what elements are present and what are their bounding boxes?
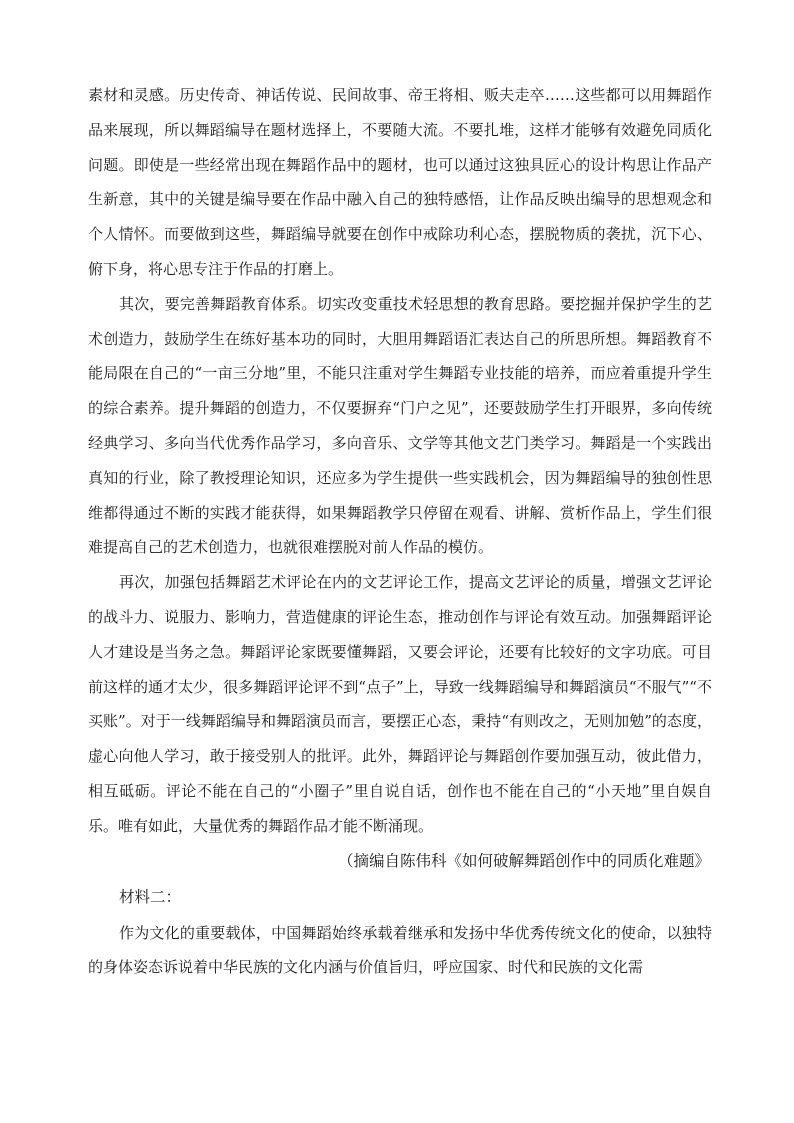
document-page — [88, 78, 712, 985]
material-two-heading: 材料二： — [119, 888, 182, 906]
paragraph-material-two: 作为文化的重要载体，中国舞蹈始终承载着继承和发扬中华优秀传统文化的使命，以独特的身体姿态诉说着中华民族的文化内涵与价值旨归，呼应国家、时代和民族的文化需 — [88, 923, 712, 977]
paragraph-continuation: 素材和灵感。历史传奇、神话传说、民间故事、帝王将相、贩夫走卒……这些都可以用舞蹈作品来展现，所以舞蹈编导在题材选择上，不要随大流。不要扎堆，这样才能够有效避免同质化问题。即使是一些经常出现在舞蹈作品中的题材，也可以通过这独具匠心的设计构思让作品产生新意，其中的关键是编导要在作品中融入自己的独特感悟，让作品反映出编导的思想观念和个人情怀。而要做到这些，舞蹈编导就要在创作中戒除功利心态，摆脱物质的袭扰，沉下心、俯下身，将心思专注于作品的打磨上。 — [88, 86, 712, 278]
paragraph-dance-education: 其次，要完善舞蹈教育体系。切实改变重技术轻思想的教育思路。要挖掘并保护学生的艺术创造力，鼓励学生在练好基本功的同时，大胆用舞蹈语汇表达自己的所思所想。舞蹈教育不能局限在自己的“一亩三分地”里，不能只注重对学生舞蹈专业技能的培养，而应着重提升学生的综合素养。提升舞蹈的创造力，不仅要摒弃“门户之见”，还要鼓励学生打开眼界，多向传统经典学习、多向当代优秀作品学习，多向音乐、文学等其他文艺门类学习。舞蹈是一个实践出真知的行业，除了教授理论知识，还应多为学生提供一些实践机会，因为舞蹈编导的独创性思维都得通过不断的实践才能获得，如果舞蹈教学只停留在观看、讲解、赏析作品上，学生们很难提高自己的艺术创造力，也就很难摆脱对前人作品的模仿。 — [88, 294, 712, 557]
paragraph-dance-criticism: 再次，加强包括舞蹈艺术评论在内的文艺评论工作，提高文艺评论的质量，增强文艺评论的战斗力、说服力、影响力，营造健康的评论生态，推动创作与评论有效互动。加强舞蹈评论人才建设是当务之急。舞蹈评论家既要懂舞蹈，又要会评论，还要有比较好的文字功底。可目前这样的通才太少，很多舞蹈评论评不到“点子”上，导致一线舞蹈编导和舞蹈演员“不服气”“不买账”。对于一线舞蹈编导和舞蹈演员而言，要摆正心态，秉持“有则改之，无则加勉”的态度，虚心向他人学习，敢于接受别人的批评。此外，舞蹈评论与舞蹈创作要加强互动，彼此借力，相互砥砺。评论不能在自己的“小圈子”里自说自话，创作也不能在自己的“小天地”里自娱自乐。唯有如此，大量优秀的舞蹈作品才能不断涌现。 — [88, 573, 712, 835]
source-citation: （摘编自陈伟科《如何破解舞蹈创作中的同质化难题》 — [337, 852, 710, 870]
